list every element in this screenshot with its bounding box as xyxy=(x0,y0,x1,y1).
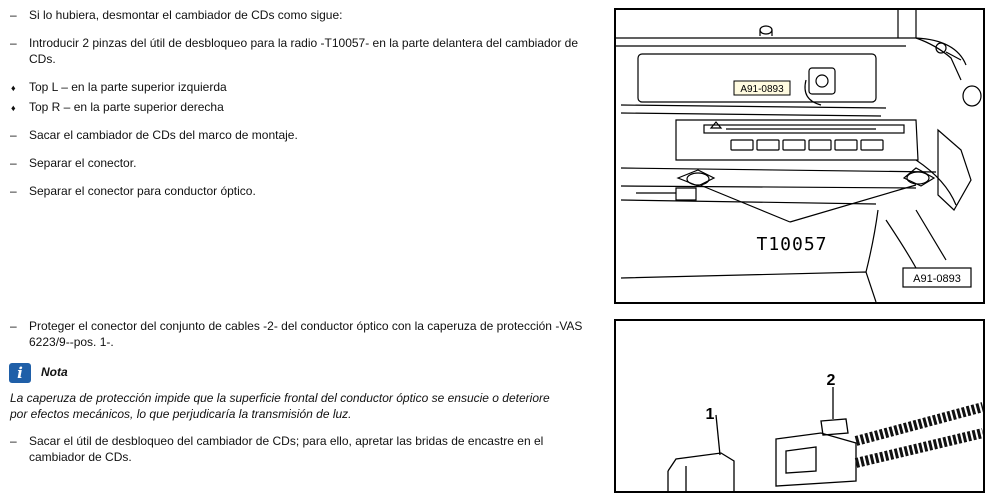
substep-top-right xyxy=(10,99,590,115)
step-text: Si lo hubiera, desmontar el cambiador de CDs como sigue: xyxy=(29,8,343,22)
step-text: Separar el conector. xyxy=(29,156,137,170)
figure-code-inline: A91-0893 xyxy=(740,84,784,95)
dash-marker xyxy=(10,433,24,449)
step-remove-tool xyxy=(10,433,590,465)
step-text: Sacar el útil de desbloqueo del cambiador de CDs; para ello, apretar las bridas de encastre en el cambiador de CDs. xyxy=(29,434,544,464)
figure-code-box: A91-0893 xyxy=(913,273,961,285)
dash-marker xyxy=(10,183,24,199)
step-text: Top R – en la parte superior derecha xyxy=(29,100,224,114)
step-text: Proteger el conector del conjunto de cables -2- del conductor óptico con la caperuza de protección -VAS 6223/9--pos. 1-. xyxy=(29,319,583,349)
step-protect-connector xyxy=(10,318,590,350)
info-icon: i xyxy=(9,363,31,383)
step-text: Sacar el cambiador de CDs del marco de montaje. xyxy=(29,128,298,142)
dash-marker xyxy=(10,155,24,171)
callout-1: 1 xyxy=(705,406,715,423)
dash-marker xyxy=(10,35,24,51)
note-body: La caperuza de protección impide que la superficie frontal del conductor óptico se ensucie o deteriore por efectos mecánicos, lo que perjudicaría la transmisión de luz. xyxy=(10,391,550,421)
step-remove-cd-changer xyxy=(10,7,590,23)
callout-2: 2 xyxy=(826,372,836,389)
figure-connector-drawing xyxy=(616,321,983,491)
dash-marker xyxy=(10,127,24,143)
dash-marker xyxy=(10,7,24,23)
step-text: Separar el conector para conductor óptico. xyxy=(29,184,256,198)
step-pull-out xyxy=(10,127,590,143)
figure-optical-connector-cap xyxy=(614,319,985,493)
step-disconnect xyxy=(10,155,590,171)
diamond-bullet-icon xyxy=(11,100,25,116)
diamond-bullet-icon xyxy=(11,80,25,96)
step-disconnect-optical xyxy=(10,183,590,199)
dash-marker xyxy=(10,318,24,334)
note-title: Nota xyxy=(41,365,68,379)
step-text: Top L – en la parte superior izquierda xyxy=(29,80,227,94)
figure-cd-changer-drawing xyxy=(616,10,983,302)
step-text: Introducir 2 pinzas del útil de desbloqueo para la radio -T10057- en la parte delantera del cambiador de CDs. xyxy=(29,36,579,66)
step-insert-tool xyxy=(10,35,590,67)
tool-label: T10057 xyxy=(756,234,828,255)
figure-cd-changer-removal xyxy=(614,8,985,304)
substep-top-left xyxy=(10,79,590,95)
